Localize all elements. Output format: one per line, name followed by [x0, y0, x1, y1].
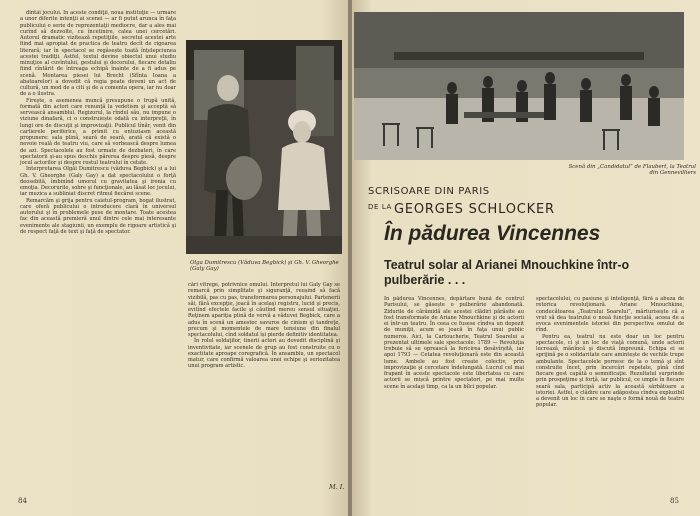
- stage-photo-illustration: [186, 40, 342, 254]
- paragraph: În pădurea Vincennes, depărtare bună de centrul Parisului, se găsește o pulberărie abandonată. Zidurile de cărămidă ale acestei clădiri părăsite au fost transformate de Ariane Mnouchkine şi de actorii ei într-un teatru. În ceea ce fusese cîndva un depozit de muniţii, acum se joacă în faţa unui public numeros. Aici, la Cartoucherie, Teatrul Soarelui a prezentat ultimele sale spectacole: 1789 — Revoluţia trebuie să se oprească la fericirea desăvîrșită, iar apoi 1793 — Cetatea revoluţionară este din această lume. Ambele au fost create colectiv, prin improvizaţie şi cercetare îndelungată. Lucrul cel mai frapant în aceste spectacole este libertatea cu care actorii se mișcă printre spectatori, pe mai multe scene în acelaşi timp, ca la un bîlci popular.: [384, 296, 524, 390]
- article-signature: M. I.: [329, 483, 345, 491]
- left-column-1: [20, 10, 176, 494]
- article-subtitle: Teatrul solar al Arianei Mnouchkine într-o pulberărie . . .: [384, 258, 630, 287]
- article-kicker: SCRISOARE DIN PARIS: [368, 186, 490, 197]
- paragraph: Interpretarea Olgăi Dumitrescu (văduva Begbick) şi a lui Gh. V. Gheorghe (Galy Gay) a dat spectacolului o forţă deosebită, îmbinînd umorul cu gravitatea şi ironia cu emoţia. Decorurile, sobre şi funcţionale, au lăsat loc jocului, iar muzica a subliniat discret ritmul fiecărei scene.: [20, 166, 176, 198]
- article-kicker-de: DE LA: [368, 203, 392, 211]
- article-author: GEORGES SCHLOCKER: [394, 202, 555, 217]
- right-column-1: [384, 296, 524, 492]
- paragraph: spectacolului, cu pasiune şi inteligenţă, fără a abuza de retorica revoluţionară. Ariane Mnouchkine, conducătoarea „Teatrului Soarelui”, mărturisește că a vrut să dea teatrului o nouă funcţie socială, aceea de a evoca evenimentele istoriei din perspectiva omului de rînd.: [536, 296, 684, 334]
- right-column-2: [536, 296, 684, 492]
- paragraph: Remarcăm şi grija pentru caietul-program, bogat ilustrat, care oferă publicului o introducere clară în universul autorului şi în problemele puse de montare. Toate acestea fac din această premieră unul dintre cele mai interesante evenimente ale stagiunii, un exemplu de rigoare artistică şi de respect faţă de text şi faţă de spectator.: [20, 197, 176, 235]
- photo-caption-left: Olga Dumitrescu (Văduva Begbick) şi Gh. V. Gheorghe (Galy Gay): [190, 260, 339, 273]
- page-number: 84: [18, 497, 27, 505]
- paragraph: Firește, o asemenea muncă presupune o trupă unită, formată din actori care renunţă la vedetism şi acceptă să servească ansamblul. Regizorul, la rîndul său, nu impune o viziune dinafară, ci o construiește odată cu interpreţii, în lungi ore de discuţii şi improvizaţii. Publicul tînăr, venit din cartierele periferice, a primit cu entuziasm această propunere: sala plină, seară de seară, arată că există o nevoie reală de teatru viu, care să vorbească despre lumea de azi. Spectacolele au fost urmate de dezbateri, în care spectatorii şi-au spus deschis părerea despre piesă, despre jocul actorilor şi despre rostul teatrului în cetate.: [20, 97, 176, 166]
- stage-photo-left: [186, 40, 342, 254]
- paragraph: cări vitrege, potrivnice omului. Interpretul lui Galy Gay se remarcă prin simplitate şi siguranţă, reușind să facă vizibilă, pas cu pas, transformarea personajului. Partenerii săi, fără excepţie, joacă în acelaşi registru, lucid şi precis, evitînd efectele facile şi căutînd mereu sensul situaţiei. Reţinem apariţia plină de vervă a văduvei Begbick, care a adus în scenă un amestec savuros de cinism şi tandreţe, precum şi momentele de mare tensiune din finalul spectacolului, cînd soldatul își pierde definitiv identitatea.: [188, 282, 340, 338]
- paragraph: dintâi jocului. În aceste condiţii, noua instituţie — urmare a unor diferite intenţii ai scenei — ar fi putut arunca în faţa publicului o serie de reprezentaţii mediocre, dar a ales mai curînd să dezvolte, cu încetinire, calea unei cercetări. Autorul dramatic vizitează repetiţiile, secretul acestei arte fiind mai apropiat de practica de teatru decît de rigoarea literară; iar în spectacol se regăsește toată înţelepciunea acestei tradiţii. Astfel, textul devine obiectul unui studiu minuţios al cuvîntului, gestului şi decorului, fiecare detaliu fiind cîntărit de întreaga echipă înainte de a fi adus pe scenă. Montarea piesei lui Brecht (Sfînta Ioana a abatoarelor) a dovedit că regia poate deveni un act de cultură, un mod de a citi şi de a comenta opera, iar nu doar de a o ilustra.: [20, 10, 176, 98]
- stage-scene-illustration: [354, 12, 684, 160]
- paragraph: În rolul soldaţilor, tinerii actori au dovedit disciplină şi inventivitate, iar scenele de grup au fost construite cu o exactitate aproape coregrafică. În ansamblu, un spectacol matur, care confirmă valoarea unei echipe şi seriozitatea unui program artistic.: [188, 338, 340, 370]
- photo-caption-right: Scenă din „Candidatul” de Flaubert, la Teatrul din Gennevilliers: [568, 164, 696, 177]
- stage-photo-right: [354, 12, 684, 160]
- article-title: În pădurea Vincennes: [384, 222, 601, 245]
- page-number: 85: [670, 497, 679, 505]
- paragraph: Pentru ea, teatrul nu este doar un loc pentru spectacole, ci şi un loc de viaţă comună, unde actorii lucrează, mănîncă şi discută împreună. Echipa ei se sprijină pe o solidaritate care amintește de vechile trupe ambulante. Spectacolele pornesc de la o temă şi sînt construite încet, prin încercări repetate, pînă cînd fiecare gest capătă o semnificaţie. Rezultatul surprinde prin prospeţime şi forţă, iar publicul, ce umple în fiecare seară sala, participă activ la această sărbătoare a istoriei. Astfel, o clădire care adăpostea cîndva explozibil a devenit un loc în care se naşte o formă nouă de teatru popular.: [536, 333, 684, 409]
- left-column-2: [188, 282, 340, 480]
